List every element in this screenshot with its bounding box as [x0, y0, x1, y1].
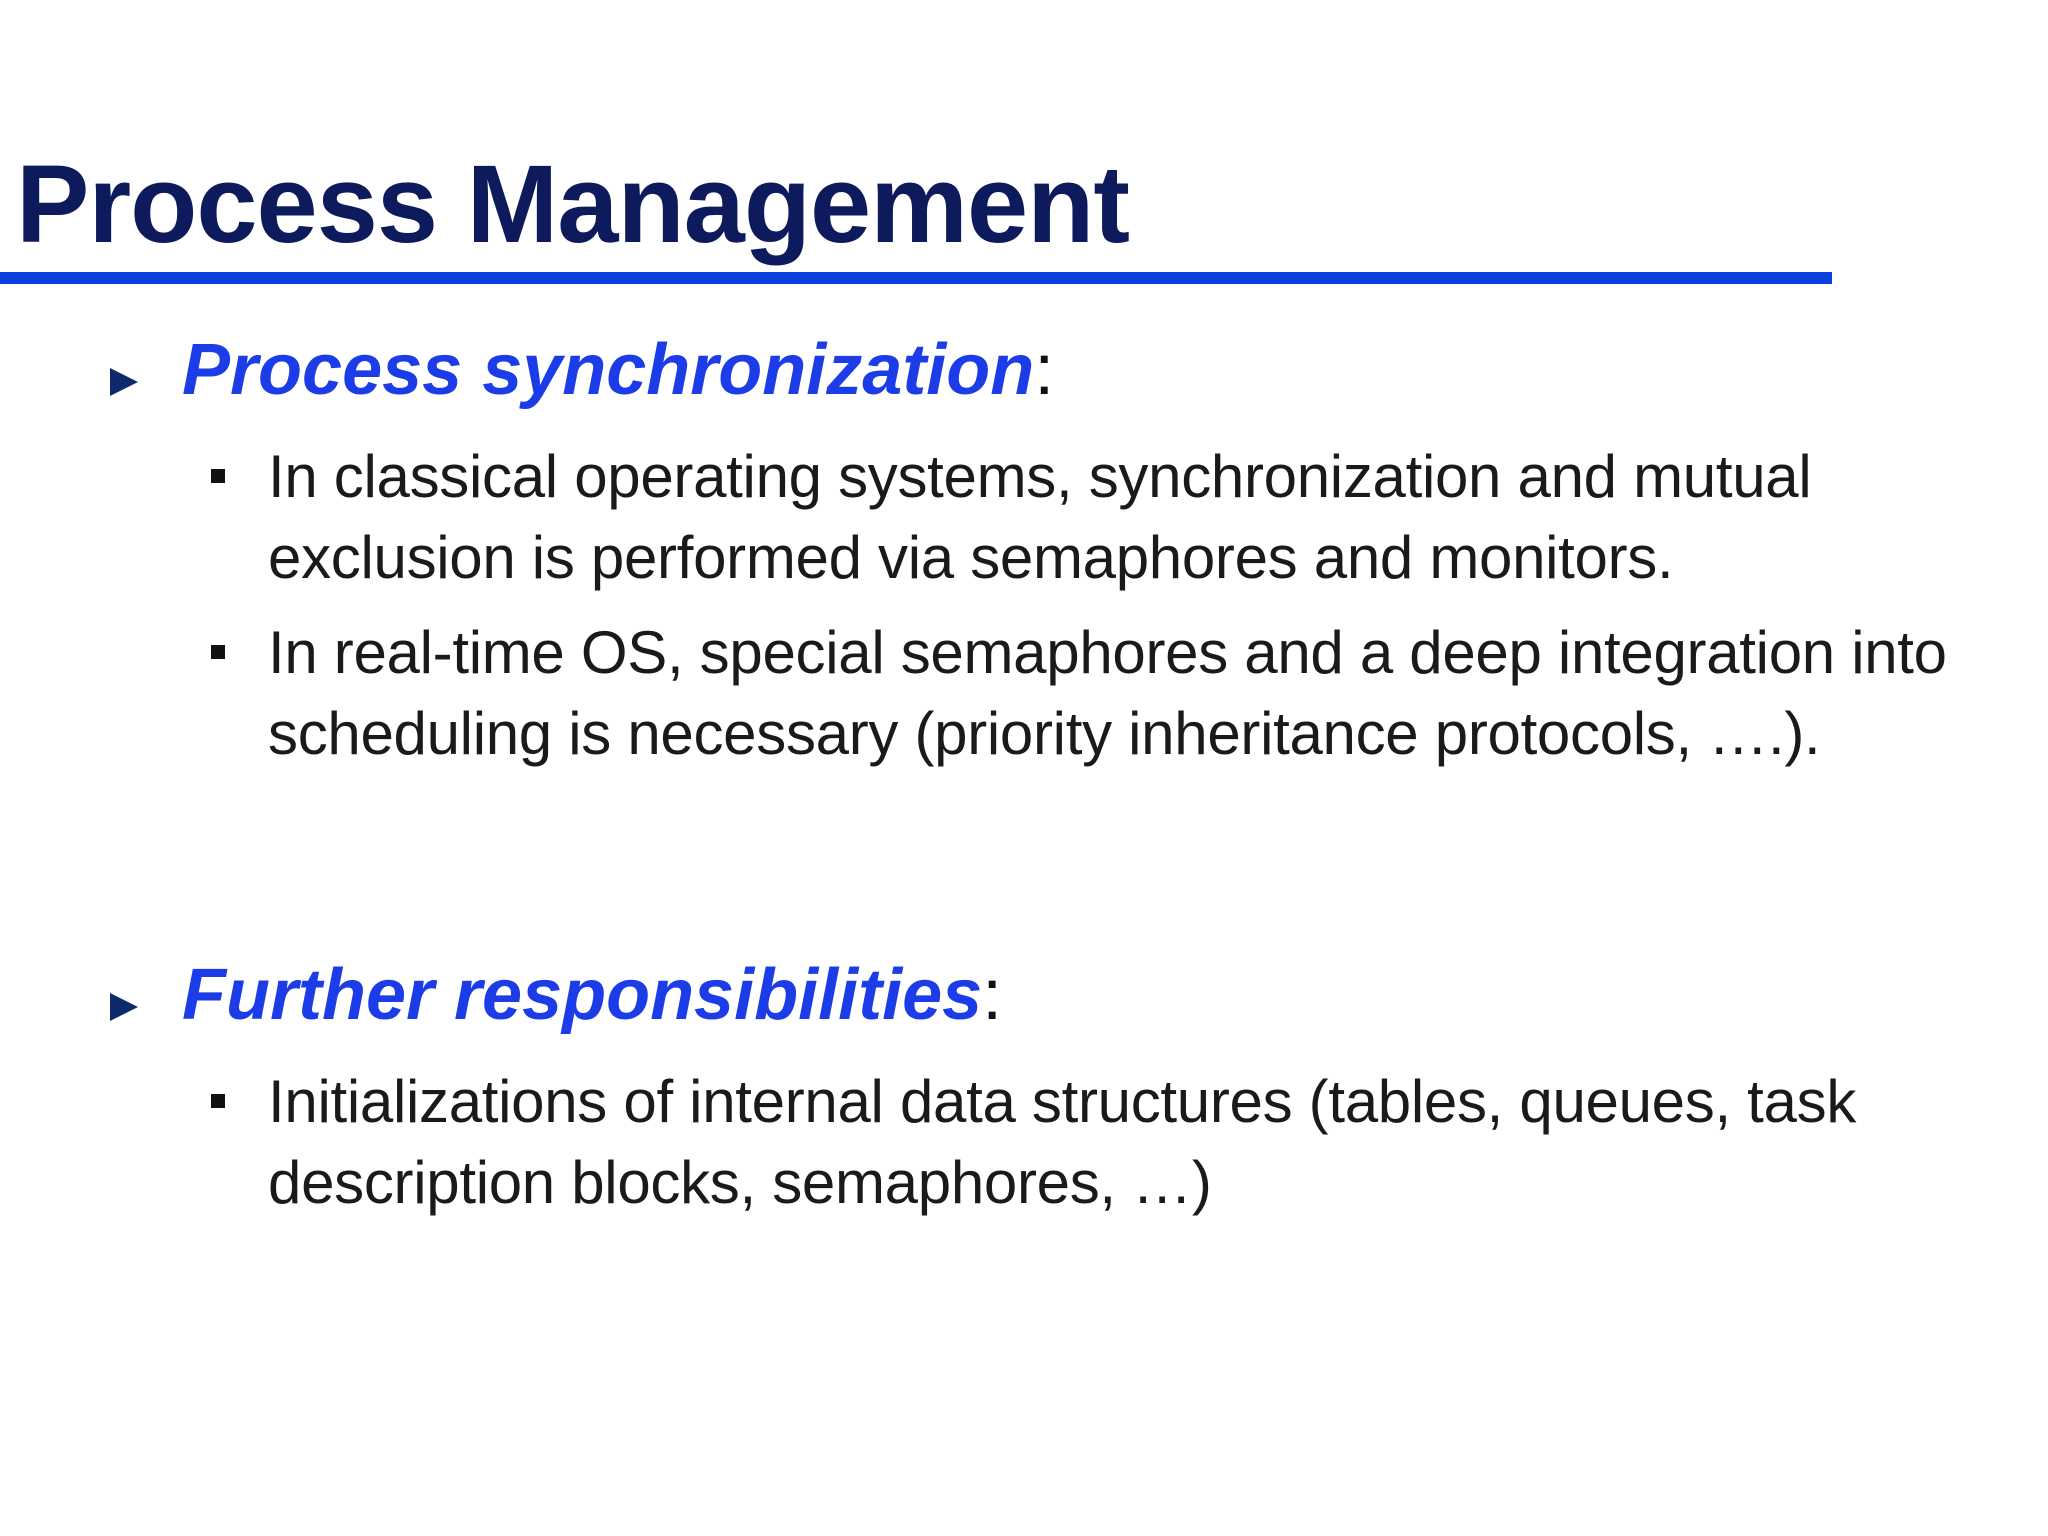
bullet-text: In classical operating systems, synchronization and mutual exclusion is performed via semaphores and monitors. — [268, 443, 1812, 591]
slide-title: Process Management — [16, 143, 1129, 266]
square-bullet-icon — [211, 469, 225, 483]
bullet-text: Initializations of internal data structures (tables, queues, task description blocks, semaphores, …) — [268, 1068, 1857, 1216]
title-underline — [0, 272, 1832, 284]
square-bullet-icon — [211, 645, 225, 659]
section-heading-colon: : — [982, 955, 1003, 1035]
section-heading-row — [0, 330, 2048, 410]
section-heading — [182, 330, 1054, 410]
section-heading-row — [0, 955, 2048, 1035]
section-heading-text: Process synchronization — [182, 330, 1035, 410]
triangle-bullet-icon — [110, 368, 138, 396]
section-heading-colon: : — [1034, 330, 1055, 410]
section-heading — [182, 955, 1002, 1035]
square-bullet-icon — [211, 1094, 225, 1108]
bullet-text: In real-time OS, special semaphores and a deep integration into scheduling is necessary (priority inheritance protocols, ….). — [268, 619, 1947, 767]
section-heading-text: Further responsibilities — [182, 955, 983, 1035]
triangle-bullet-icon — [110, 993, 138, 1021]
